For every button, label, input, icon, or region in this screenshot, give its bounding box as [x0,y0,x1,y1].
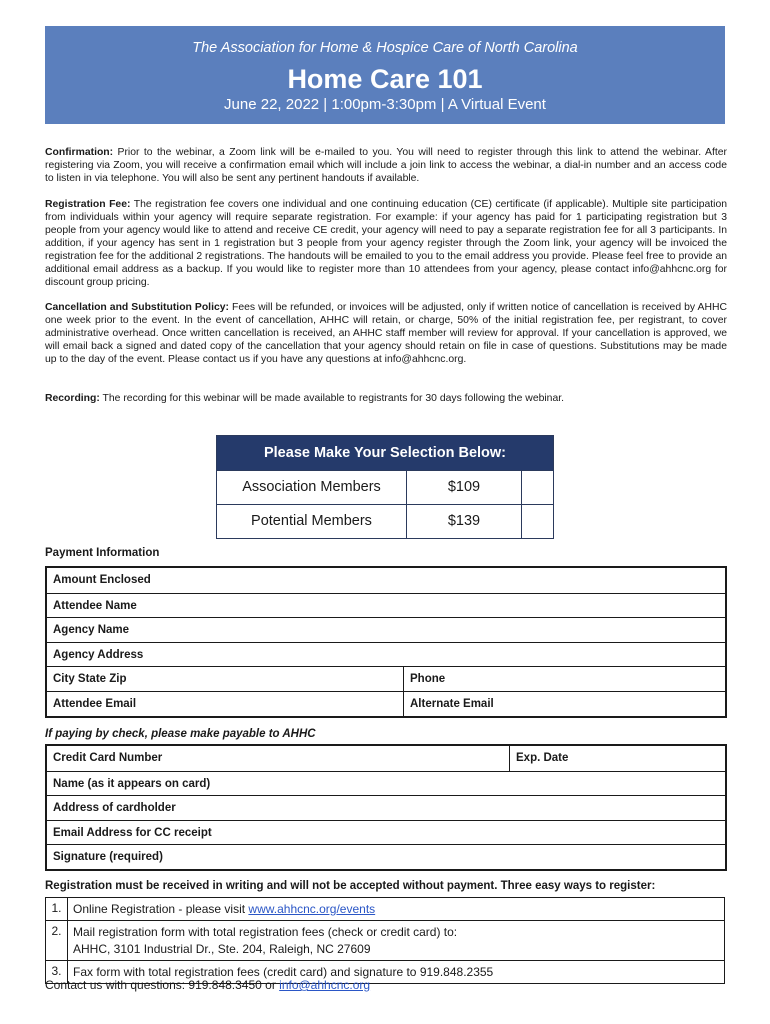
selection-row-potential [217,504,553,538]
method-number: 3. [46,961,68,983]
amount-enclosed-row[interactable] [47,568,725,593]
events-link[interactable]: www.ahhcnc.org/events [248,902,376,916]
phone-field[interactable]: Phone [410,673,446,686]
cardholder-address-field[interactable]: Address of cardholder [53,802,176,815]
registration-fee-paragraph [45,198,727,289]
cancellation-paragraph [45,301,727,366]
mailing-address: AHHC, 3101 Industrial Dr., Ste. 204, Raleigh, NC 27609 [73,942,371,956]
agency-address-field[interactable]: Agency Address [53,648,144,661]
city-state-zip-field[interactable]: City State Zip [47,667,404,691]
cancellation-label: Cancellation and Substitution Policy: [45,302,229,313]
potential-members-price: $139 [407,505,522,538]
registration-fee-label: Registration Fee: [45,199,131,210]
mail-registration-text: Mail registration form with total registration fees (check or credit card) to: [73,925,458,939]
card-number-row [47,746,725,771]
confirmation-text: Prior to the webinar, a Zoom link will be e-mailed to you. You will need to register through this link to attend the webinar. After registering via Zoom, you will receive a confirmation email which will include a join link to access the webinar, a dial-in number and an access code to listen in via telephone. You will also be sent any pertinent handouts if available. [45,147,727,184]
recording-text: The recording for this webinar will be made available to registrants for 30 days following the webinar. [99,393,565,404]
membership-selection-table [216,435,554,539]
registration-methods-table [45,897,725,984]
city-phone-row [47,666,725,691]
selection-heading: Please Make Your Selection Below: [217,436,553,470]
contact-line [45,978,370,992]
method-number: 1. [46,898,68,920]
exp-date-field[interactable]: Exp. Date [516,752,569,764]
cancellation-text: Fees will be refunded, or invoices will be adjusted, only if written notice of cancellation is received by AHHC one week prior to the event. In the event of cancellation, AHHC will retain, or charge, 50% of the initial registration fee, per registrant, to cover administrative overhead. Once written cancellation is received, an AHHC staff member will review for approval. If your cancellation is approved, we will email back a signed and dated copy of the cancellation that your agency should retain on file in case of questions. Substitutions may be made up to the day of the event. Please contact us if you have any questions at info@ahhcnc.org. [45,302,727,365]
method-text [68,898,724,920]
name-on-card-field[interactable]: Name (as it appears on card) [53,777,211,790]
signature-row[interactable] [47,844,725,869]
attendee-name-row[interactable] [47,593,725,618]
cardholder-address-row[interactable] [47,795,725,820]
recording-paragraph [45,392,727,405]
agency-name-field[interactable]: Agency Name [53,624,130,637]
association-members-price: $109 [407,471,522,504]
agency-name-row[interactable] [47,617,725,642]
email-row [47,691,725,716]
contact-email-link[interactable]: info@ahhcnc.org [279,978,371,992]
agency-address-row[interactable] [47,642,725,667]
registration-fee-text: The registration fee covers one individual and one continuing education (CE) certificate (if applicable). Multiple site participation from individuals within your agency will require separate registration. For example: if your agency has paid for 1 participating registration but 3 people from your agency would like to attend and receive CE credit, your agency will need to pay a separate registration fee for all 3 participants. In addition, if your agency has sent in 1 registration but 3 people from your agency register through the Zoom link, your agency will be invoiced the registration fee for the additional 2 registrations. The handouts will be emailed to you to the email address you provide. Please feel free to provide an additional email address as a backup. If you would like to register more than 10 attendees from your agency, please contact info@ahhcnc.org for discount group pricing. [45,199,728,288]
registration-method-mail [46,920,724,960]
attendee-email-field[interactable]: Attendee Email [47,692,404,716]
fax-registration-text: Fax form with total registration fees (credit card) and signature to 919.848.2355 [73,965,494,979]
organization-name: The Association for Home & Hospice Care of North Carolina [192,40,578,56]
check-payable-note: If paying by check, please make payable to AHHC [45,728,316,740]
potential-members-checkbox[interactable] [522,505,553,538]
online-registration-text: Online Registration - please visit [73,902,249,916]
event-title: Home Care 101 [287,64,483,94]
method-number: 2. [46,921,68,960]
potential-members-label: Potential Members [217,505,407,538]
name-on-card-row[interactable] [47,771,725,796]
signature-field[interactable]: Signature (required) [53,851,163,864]
confirmation-paragraph [45,146,727,185]
cc-receipt-email-field[interactable]: Email Address for CC receipt [53,826,212,839]
method-text [68,921,724,960]
payment-information-form [45,566,727,718]
amount-enclosed-field[interactable]: Amount Enclosed [53,574,151,586]
attendee-name-field[interactable]: Attendee Name [53,599,137,612]
event-date-line: June 22, 2022 | 1:00pm-3:30pm | A Virtual Event [224,96,546,113]
registration-method-online [46,898,724,920]
alternate-email-field[interactable]: Alternate Email [410,697,494,710]
recording-label: Recording: [45,393,100,404]
selection-row-association [217,470,553,504]
registration-heading: Registration must be received in writing and will not be accepted without payment. Three easy ways to register: [45,880,656,892]
confirmation-label: Confirmation: [45,147,114,158]
cc-receipt-email-row[interactable] [47,820,725,845]
credit-card-form [45,744,727,871]
association-members-checkbox[interactable] [522,471,553,504]
credit-card-number-field[interactable]: Credit Card Number [47,746,510,771]
contact-text: Contact us with questions: 919.848.3450 or [45,978,280,992]
event-header [45,26,725,124]
payment-information-heading: Payment Information [45,547,160,559]
association-members-label: Association Members [217,471,407,504]
